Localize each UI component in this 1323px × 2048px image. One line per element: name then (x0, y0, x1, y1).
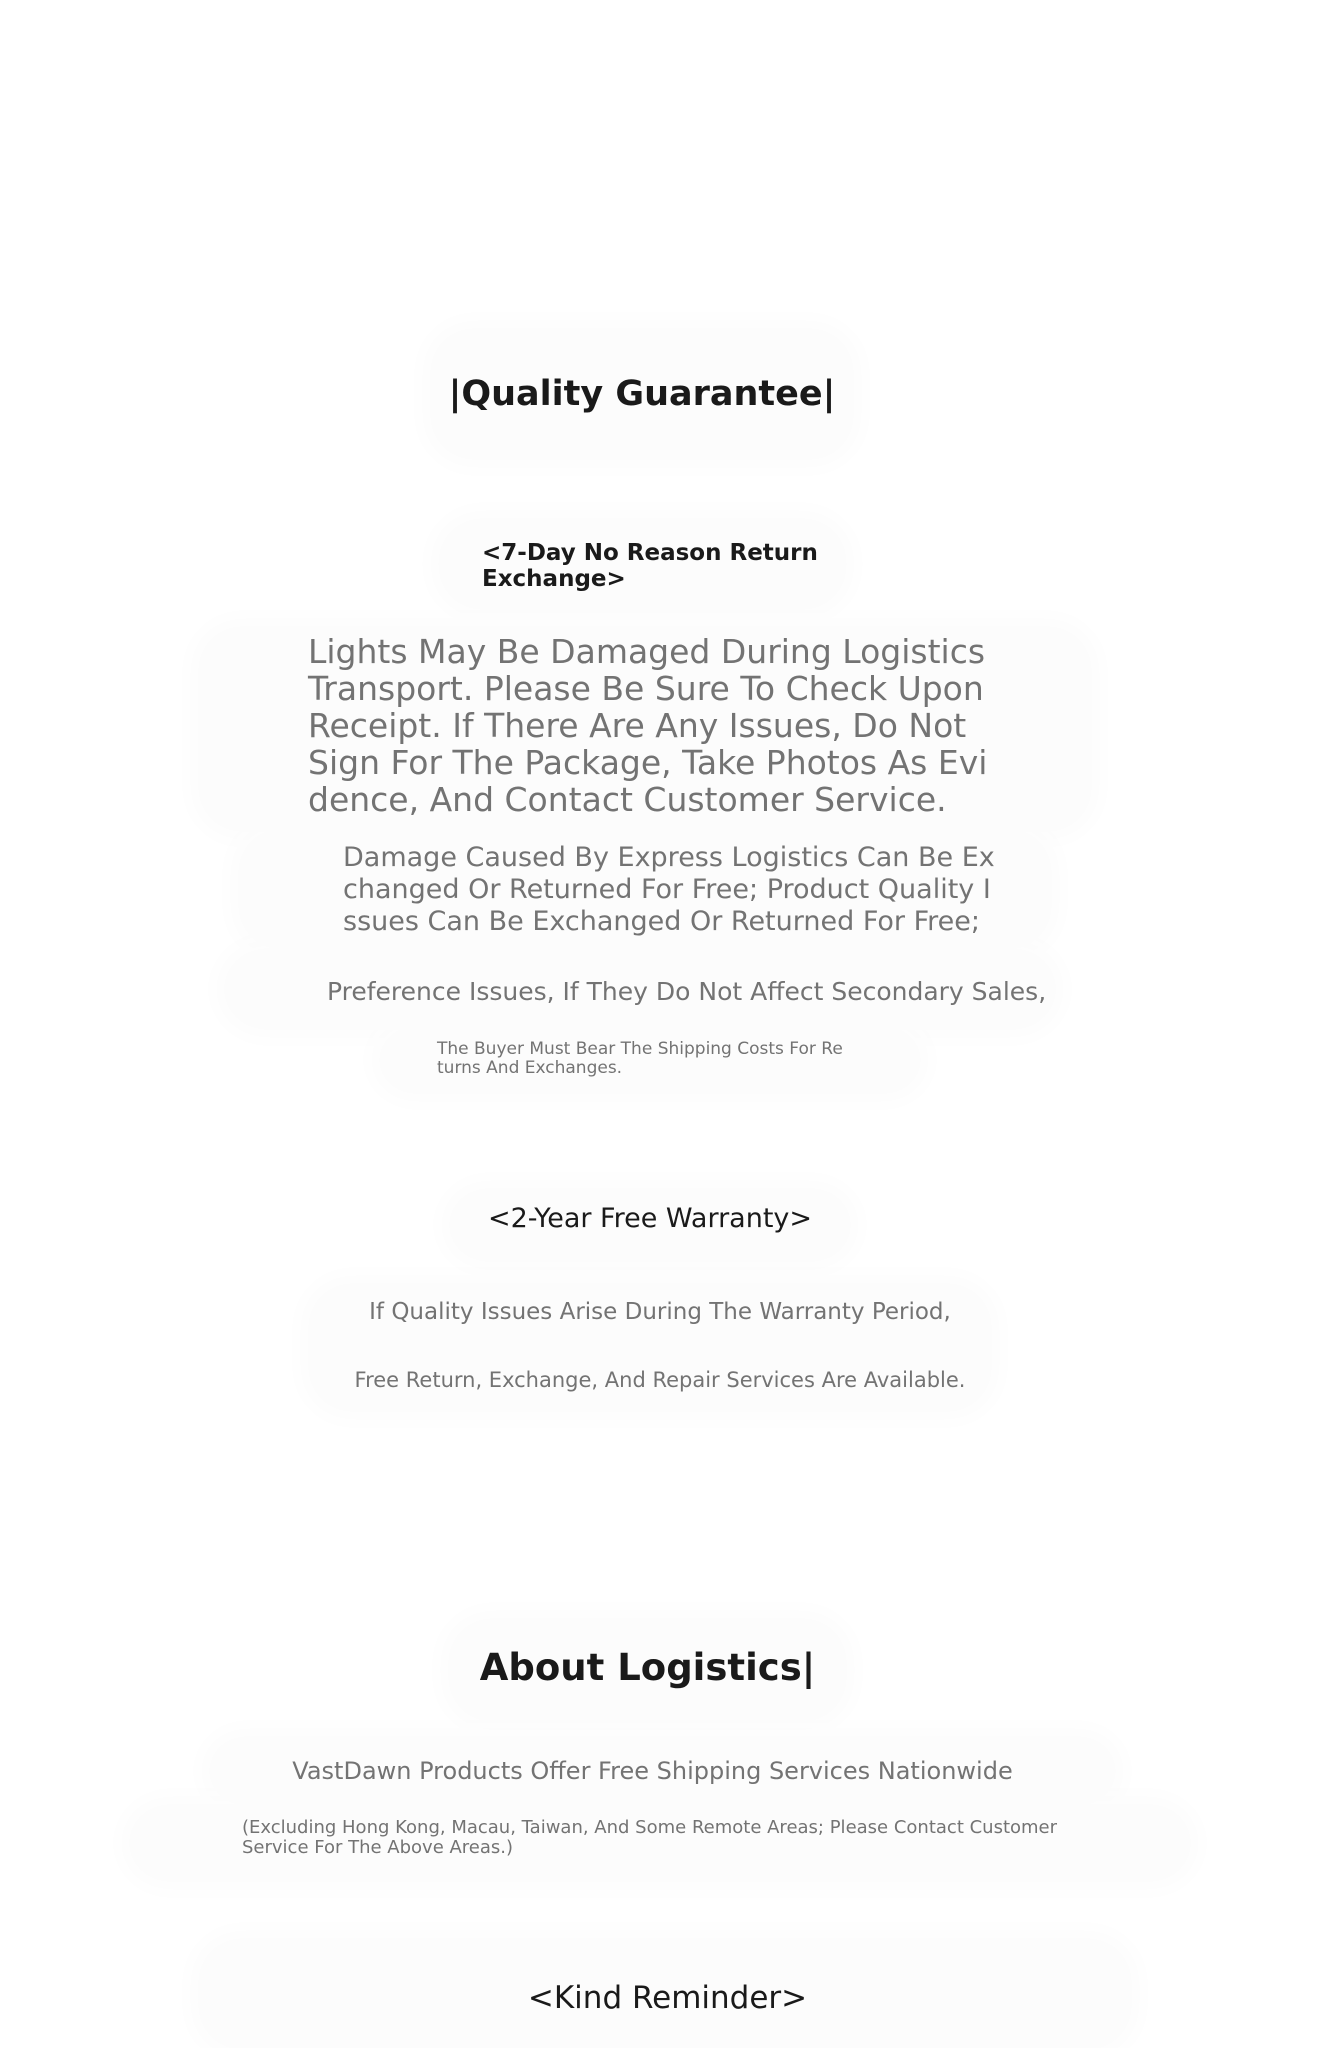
damage-check-notice: Lights May Be Damaged During Logistics Transport. Please Be Sure To Check Upon Receipt. If There Are Any Issues, Do Not Sign For The Package, Take Photos As Evidence, And Contact Customer Service. (308, 632, 988, 819)
warranty-issues-text: If Quality Issues Arise During The Warranty Period, (369, 1299, 951, 1325)
buyer-shipping-costs-text: The Buyer Must Bear The Shipping Costs For Returns And Exchanges. (437, 1039, 843, 1078)
damage-return-policy: Damage Caused By Express Logistics Can Be Exchanged Or Returned For Free; Product Quality Issues Can Be Exchanged Or Returned For Free; (343, 842, 995, 937)
about-logistics-title: About Logistics| (479, 1646, 816, 1689)
preference-issues-text: Preference Issues, If They Do Not Affect Secondary Sales, (327, 977, 1047, 1006)
quality-guarantee-title: |Quality Guarantee| (448, 374, 836, 414)
kind-reminder-title: <Kind Reminder> (527, 1980, 808, 2016)
free-shipping-text: VastDawn Products Offer Free Shipping Services Nationwide (292, 1757, 1013, 1785)
warranty-services-text: Free Return, Exchange, And Repair Services Are Available. (354, 1368, 966, 1392)
return-exchange-title: <7-Day No Reason Return Exchange> (482, 540, 818, 592)
shipping-exclusions-text: (Excluding Hong Kong, Macau, Taiwan, And Some Remote Areas; Please Contact Customer Service For The Above Areas.) (242, 1817, 1058, 1858)
warranty-title: <2-Year Free Warranty> (487, 1203, 813, 1234)
